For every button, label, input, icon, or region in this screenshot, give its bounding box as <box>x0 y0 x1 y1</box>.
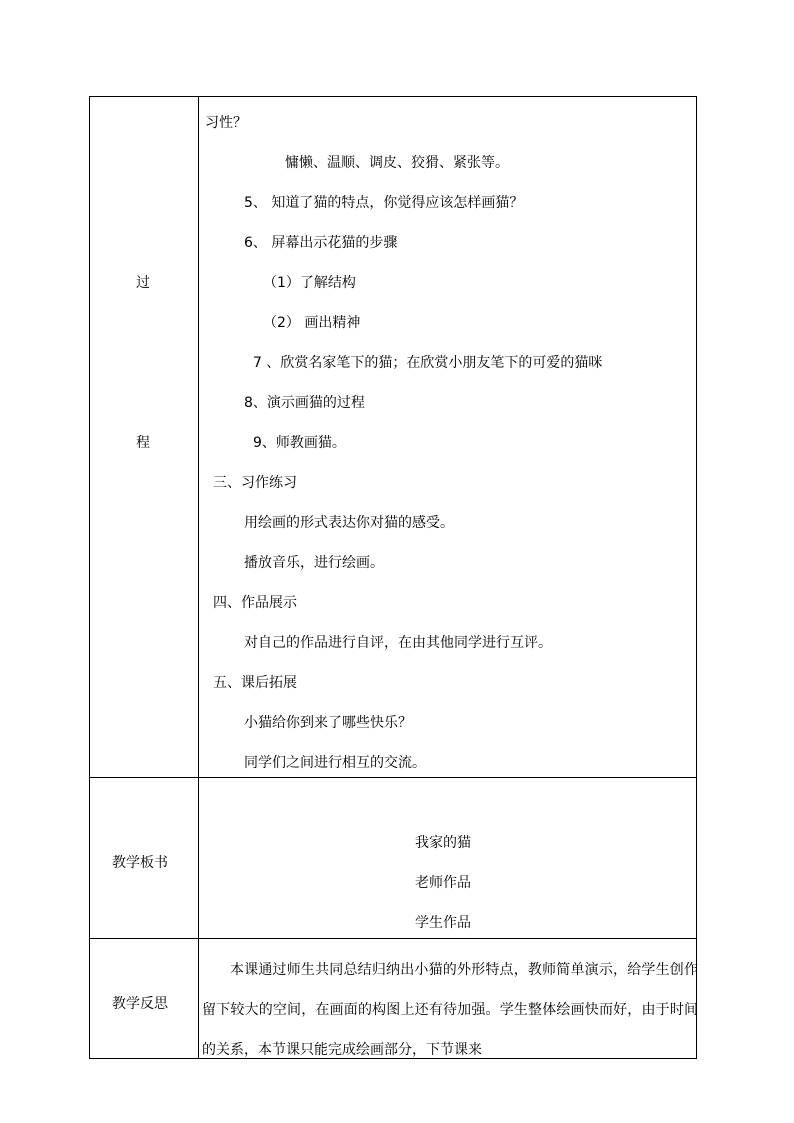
process-line: 8、演示画猫的过程 <box>244 395 365 411</box>
row-divider-reflection <box>90 938 696 939</box>
process-line: 6、 屏幕出示花猫的步骤 <box>244 235 398 251</box>
process-label-2: 程 <box>136 435 150 451</box>
reflection-label: 教学反思 <box>112 996 168 1012</box>
process-line: 播放音乐，进行绘画。 <box>244 555 384 571</box>
board-line: 老师作品 <box>415 875 471 891</box>
process-line: 对自己的作品进行自评，在由其他同学进行互评。 <box>244 635 552 651</box>
process-line: 慵懒、温顺、调皮、狡猾、紧张等。 <box>285 155 509 171</box>
board-line: 学生作品 <box>415 915 471 931</box>
section-heading: 三、习作练习 <box>213 475 297 491</box>
process-line: 小猫给你到来了哪些快乐？ <box>244 715 412 731</box>
board-line: 我家的猫 <box>415 835 471 851</box>
process-line: 同学们之间进行相互的交流。 <box>244 755 426 771</box>
row-divider-board <box>90 777 696 778</box>
process-line: （2） 画出精神 <box>263 315 361 331</box>
board-label: 教学板书 <box>112 855 168 871</box>
section-heading: 五、课后拓展 <box>213 675 297 691</box>
process-label-1: 过 <box>136 275 150 291</box>
process-line: 用绘画的形式表达你对猫的感受。 <box>244 515 454 531</box>
process-line: 习性？ <box>205 115 247 131</box>
process-line: 9、师教画猫。 <box>253 435 346 451</box>
process-line: 7 、欣赏名家笔下的猫；在欣赏小朋友笔下的可爱的猫咪 <box>253 355 603 371</box>
process-line: 5、 知道了猫的特点，你觉得应该怎样画猫？ <box>244 195 524 211</box>
section-heading: 四、作品展示 <box>213 595 297 611</box>
process-line: （1）了解结构 <box>263 275 356 291</box>
column-divider <box>198 97 199 1058</box>
reflection-text: 本课通过师生共同总结归纳出小猫的外形特点，教师简单演示，给学生创作留下较大的空间，在画面的构图上还有待加强。学生整体绘画快而好，由于时间的关系，本节课只能完成绘画部分，下节课来 <box>202 962 698 1058</box>
